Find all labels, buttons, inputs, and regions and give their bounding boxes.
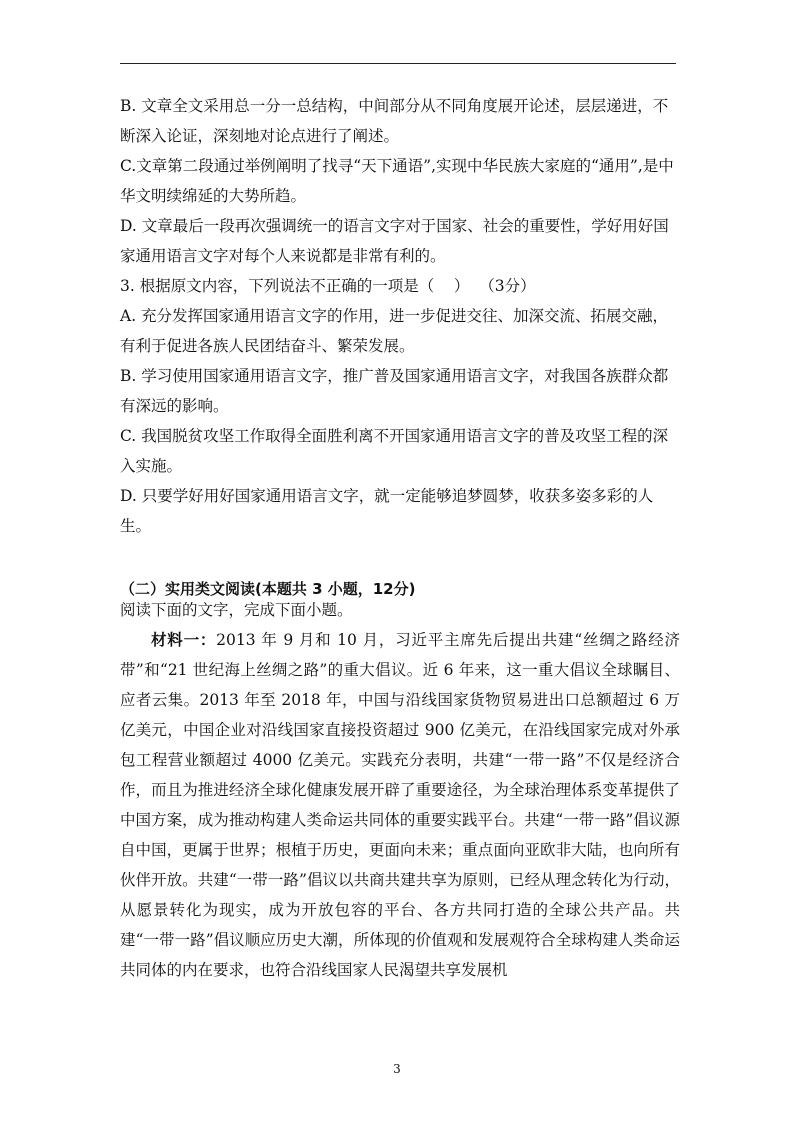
- page-number: 3: [393, 1062, 401, 1076]
- section-gap: [120, 541, 680, 579]
- header-rule: [120, 63, 676, 64]
- question-3-option-c: C. 我国脱贫攻坚工作取得全面胜利离不开国家通用语言文字的普及攻坚工程的深入实施。: [120, 427, 669, 475]
- page-content: [120, 91, 680, 985]
- option-d: D. 文章最后一段再次强调统一的语言文字对于国家、社会的重要性，学好用好国家通用语言文字对每个人来说都是非常有利的。: [120, 217, 669, 265]
- material-one-paragraph: [120, 625, 680, 985]
- option-b: B. 文章全文采用总一分一总结构，中间部分从不同角度展开论述，层层递进，不断深入论证，深刻地对论点进行了阐述。: [120, 97, 669, 145]
- section-title: （二）实用类文阅读(本题共 3 小题，12分): [120, 580, 416, 598]
- material-one-text: 2013 年 9 月和 10 月，习近平主席先后提出共建“丝绸之路经济带”和“21 世纪海上丝绸之路”的重大倡议。近 6 年来，这一重大倡议全球瞩目、应者云集。2013 年至 2018 年，中国与沿线国家货物贸易进出口总额超过 6 万亿美元，中国企业对沿线国家直接投资超过 900 亿美元，在沿线国家完成对外承包工程营业额超过 4000 亿美元。实践充分表明，共建“一带一路”不仅是经济合作，而且为推进经济全球化健康发展开辟了重要途径，为全球治理体系变革提供了中国方案，成为推动构建人类命运共同体的重要实践平台。共建“一带一路”倡议源自中国，更属于世界；根植于历史，更面向未来；重点面向亚欧非大陆，也向所有伙伴开放。共建“一带一路”倡议以共商共建共享为原则，已经从理念转化为行动，从愿景转化为现实，成为开放包容的平台、各方共同打造的全球公共产品。共建“一带一路”倡议顺应历史大潮，所体现的价值观和发展观符合全球构建人类命运共同体的内在要求，也符合沿线国家人民渴望共享发展机: [120, 631, 680, 979]
- question-3-option-d: D. 只要学好用好国家通用语言文字，就一定能够追梦圆梦，收获多姿多彩的人生。: [120, 487, 654, 535]
- section-instruction: 阅读下面的文字，完成下面小题。: [120, 601, 353, 619]
- question-3-option-a: A. 充分发挥国家通用语言文字的作用，进一步促进交往、加深交流、拓展交融，有利于促进各族人民团结奋斗、繁荣发展。: [120, 307, 669, 355]
- question-3-option-b: B. 学习使用国家通用语言文字，推广普及国家通用语言文字，对我国各族群众都有深远的影响。: [120, 367, 669, 415]
- option-c: C.文章第二段通过举例阐明了找寻“天下通语”,实现中华民族大家庭的“通用”,是中华文明续绵延的大势所趋。: [120, 157, 674, 205]
- material-one-label: 材料一：: [151, 630, 217, 649]
- question-3-stem: 3. 根据原文内容，下列说法不正确的一项是（ ） （3分）: [120, 277, 536, 295]
